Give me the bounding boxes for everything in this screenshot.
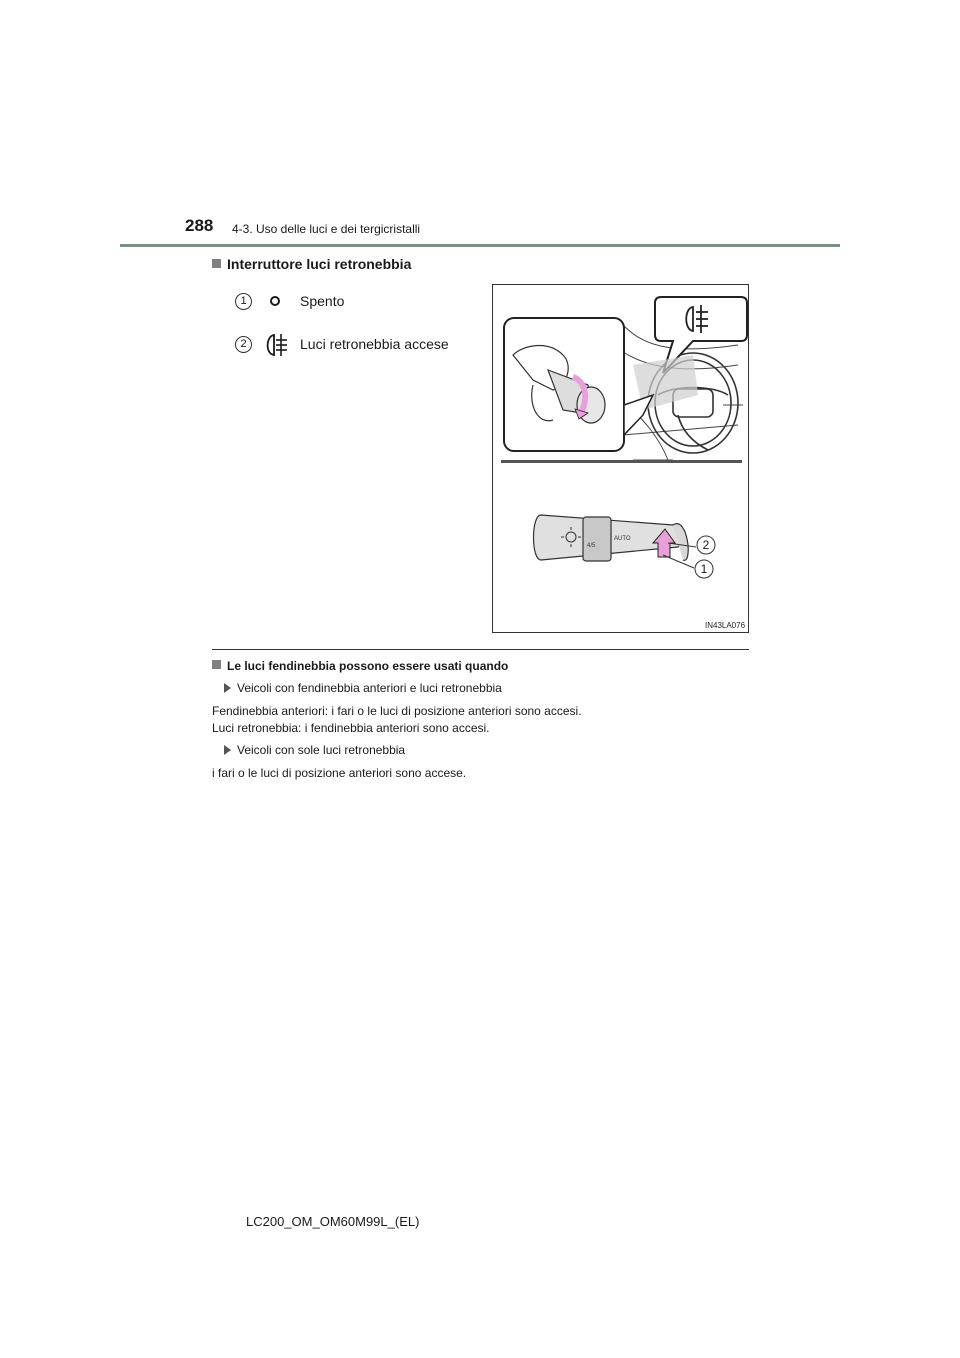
triangle-bullet-icon — [224, 745, 231, 755]
note-paragraph-1 — [212, 703, 582, 737]
vehicle-type-heading-2 — [224, 742, 405, 759]
note-paragraph-2 — [212, 765, 466, 782]
position-label-off: Spento — [300, 293, 345, 309]
square-bullet-icon — [212, 259, 221, 268]
note-title: Le luci fendinebbia possono essere usati quando — [227, 659, 509, 673]
note-line: i fari o le luci di posizione anteriori sono accese. — [212, 766, 467, 780]
position-number-1: 1 — [235, 293, 252, 310]
note-line: Fendinebbia anteriori: i fari o le luci di posizione anteriori sono accesi. — [212, 704, 582, 718]
position-number-2: 2 — [235, 336, 252, 353]
stalk-mark-4-5: 4/5 — [587, 543, 596, 549]
subsection-heading — [212, 256, 411, 272]
off-indicator-icon — [268, 294, 282, 308]
page-number: 288 — [185, 216, 214, 235]
callout-number-1: 1 — [700, 562, 708, 576]
document-code: LC200_OM_OM60M99L_(EL) — [246, 1214, 420, 1229]
note-heading — [212, 659, 508, 673]
stalk-mark-auto: AUTO — [614, 536, 631, 542]
illustration-drawing — [493, 285, 749, 633]
triangle-bullet-icon — [224, 683, 231, 693]
header-rule — [120, 244, 840, 247]
figure-code: IN43LA076 — [705, 621, 746, 630]
note-line: Luci retronebbia: i fendinebbia anteriori sono accesi. — [212, 721, 490, 735]
section-title: 4-3. Uso delle luci e dei tergicristalli — [232, 222, 421, 236]
square-bullet-icon — [212, 660, 221, 669]
vehicle-type-label-2: Veicoli con sole luci retronebbia — [237, 743, 406, 757]
callout-number-2: 2 — [702, 538, 710, 552]
vehicle-type-label-1: Veicoli con fendinebbia anteriori e luci retronebbia — [237, 681, 502, 695]
section-divider — [212, 649, 749, 650]
vehicle-type-heading-1 — [224, 680, 502, 697]
rear-fog-light-icon — [262, 332, 290, 358]
illustration-rear-fog-switch — [492, 284, 749, 633]
subsection-title: Interruttore luci retronebbia — [227, 256, 412, 272]
position-label-rear-fog-on: Luci retronebbia accese — [300, 336, 449, 352]
